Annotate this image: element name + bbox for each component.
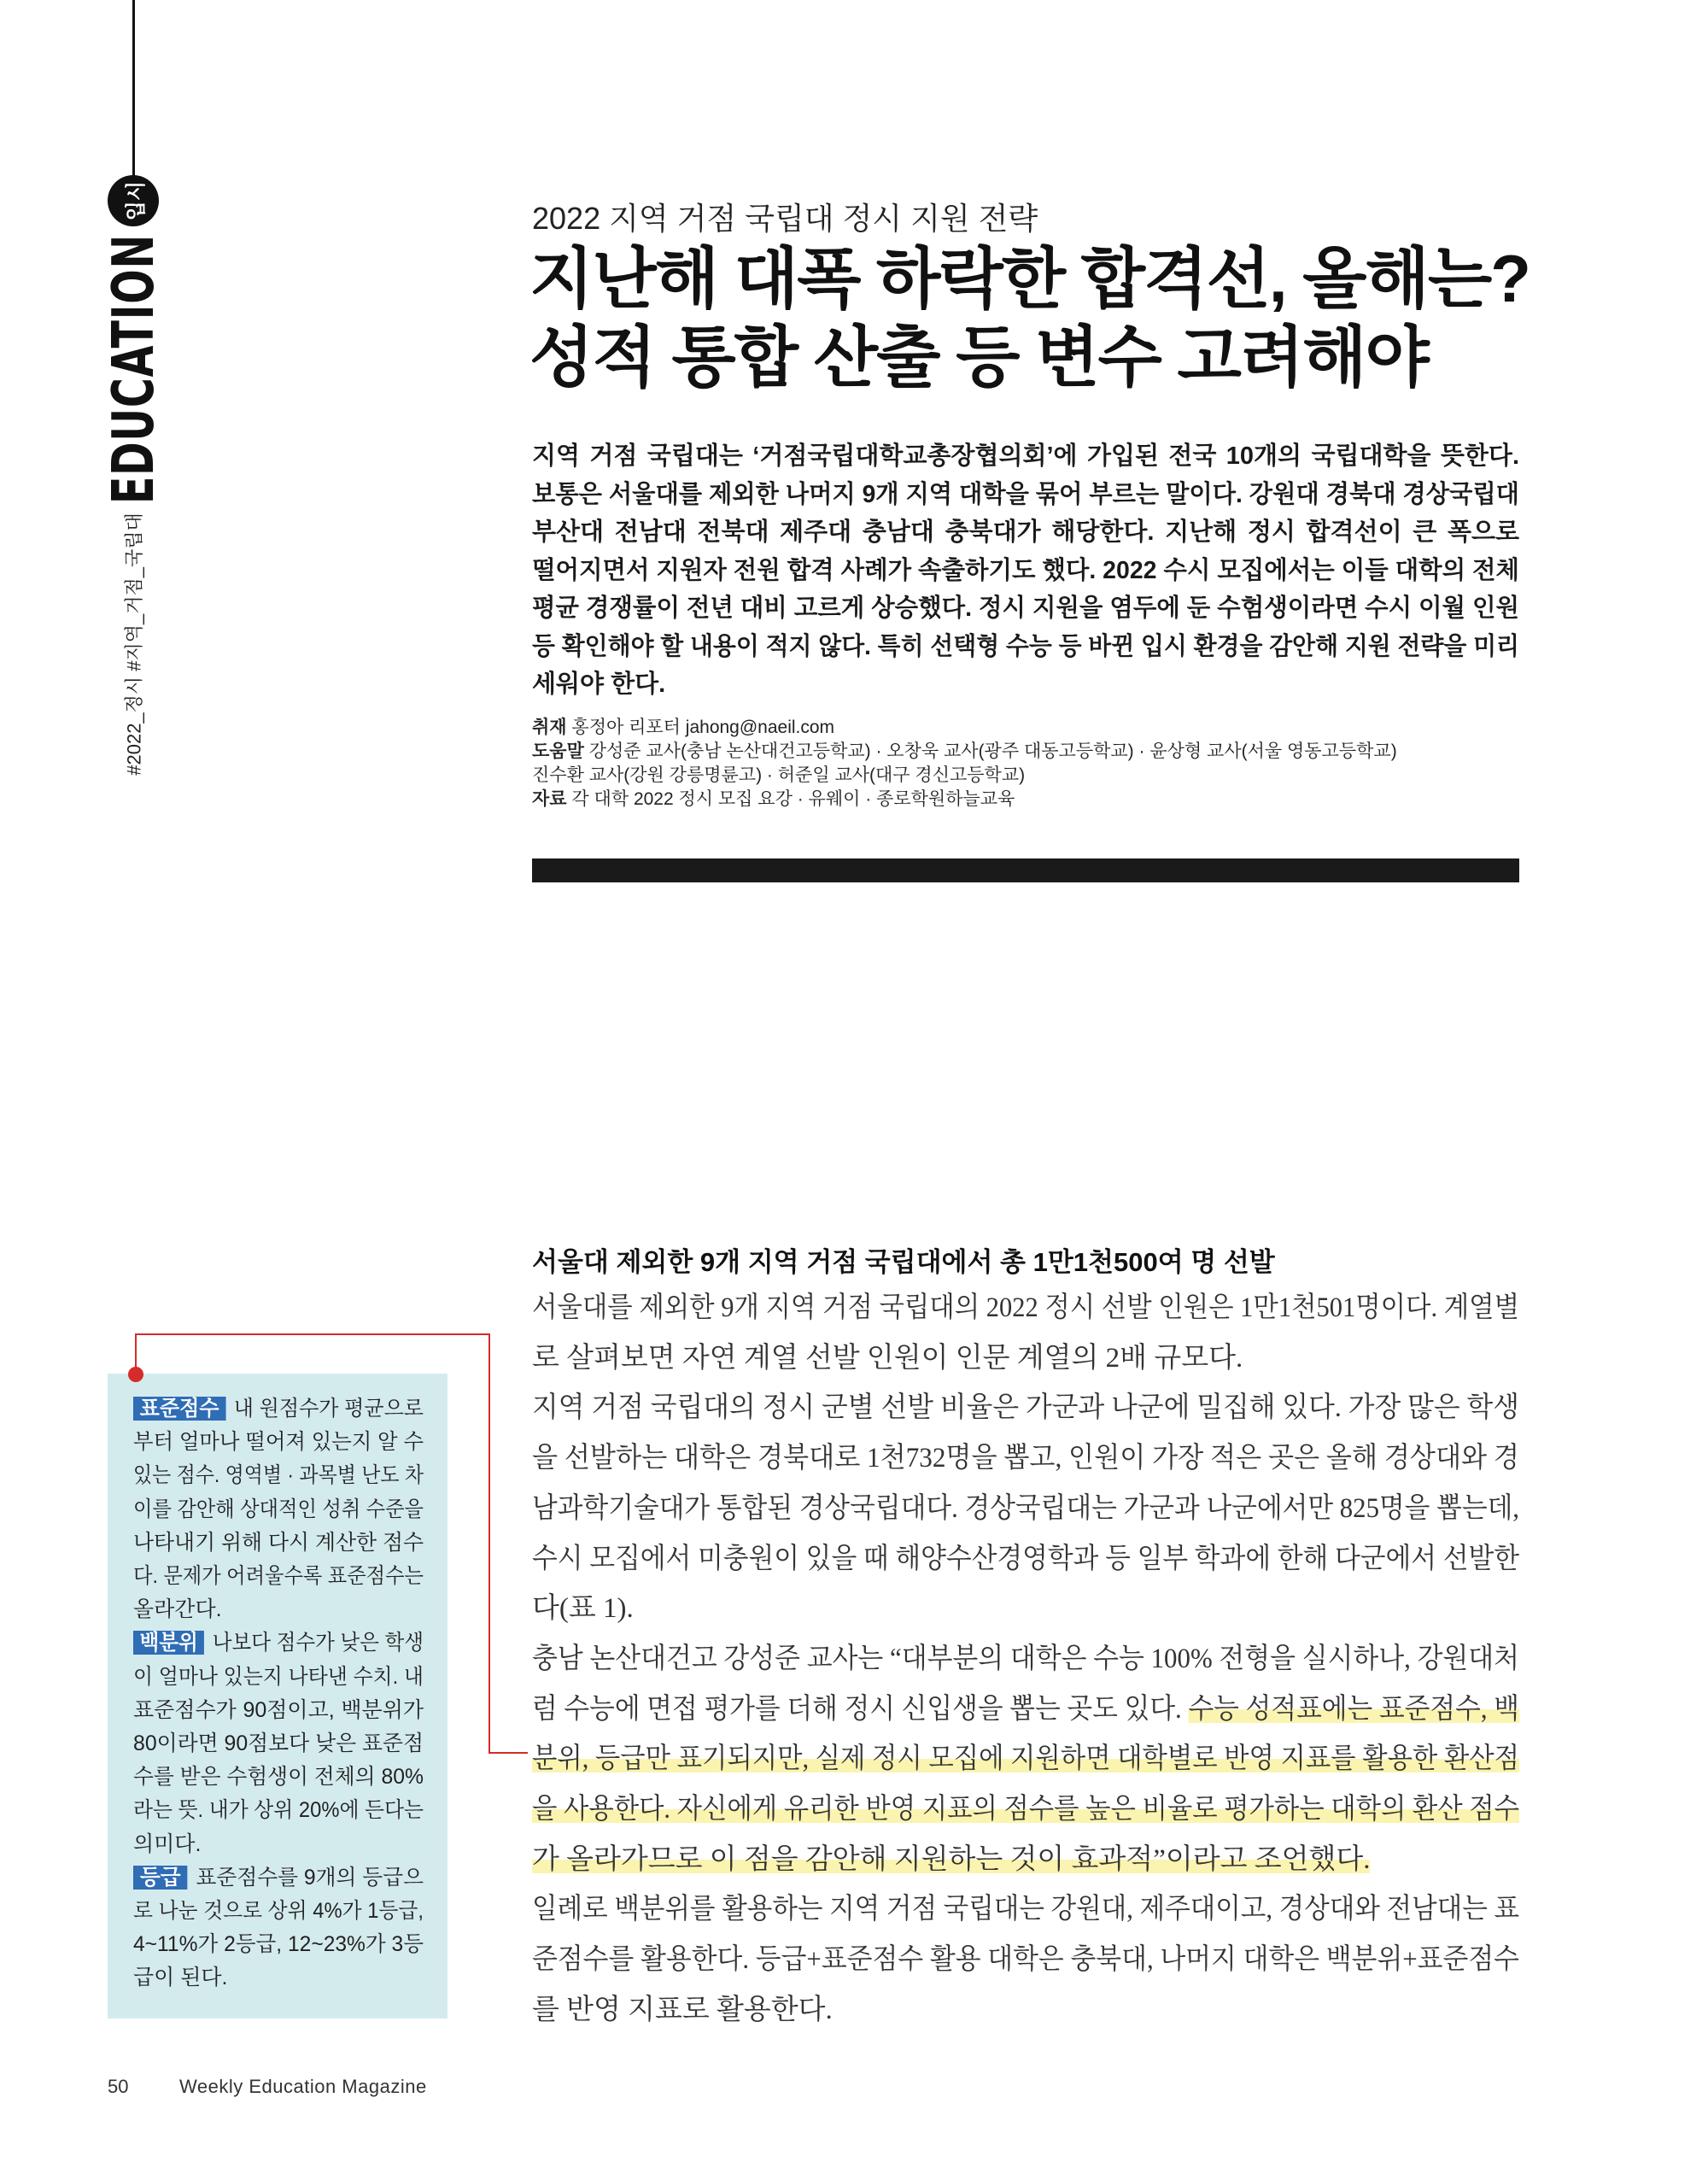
magazine-name: Weekly Education Magazine bbox=[179, 2076, 427, 2097]
section-rule bbox=[132, 0, 135, 179]
glossary-line bbox=[133, 1560, 424, 1593]
glossary-line bbox=[133, 1626, 424, 1660]
text-line bbox=[532, 513, 1519, 552]
line-content bbox=[532, 1935, 1519, 1985]
glossary-definition: 부터 얼마나 떨어져 있는지 알 수 bbox=[133, 1430, 424, 1455]
line-content bbox=[532, 1995, 833, 2025]
line-text: 지역 거점 국립대의 정시 군별 선발 비율은 가군과 나군에 밀집해 있다. 가장 많은 학생 bbox=[532, 1392, 1519, 1424]
glossary-definition: 올라간다. bbox=[133, 1597, 222, 1622]
glossary-definition: 이 얼마나 있는지 나타낸 수치. 내 bbox=[133, 1664, 424, 1689]
glossary-line bbox=[133, 1694, 424, 1727]
line-content bbox=[532, 589, 1519, 628]
text-line bbox=[532, 1985, 1519, 2036]
headline-line: 지난해 대폭 하락한 합격선, 올해는? bbox=[529, 241, 1530, 316]
connector-line bbox=[488, 1752, 528, 1754]
section-label bbox=[99, 204, 167, 534]
category-label: 입시 bbox=[124, 180, 148, 221]
line-text: 준점수를 활용한다. 등급+표준점수 활용 대학은 충북대, 나머지 대학은 백분위+표준점수 bbox=[532, 1944, 1519, 1976]
credit-line bbox=[532, 788, 1519, 812]
credit-label: 취재 bbox=[532, 718, 567, 737]
line-content bbox=[532, 1433, 1519, 1484]
section-label-text: EDUCATION bbox=[99, 233, 167, 505]
glossary-definition: 의미다. bbox=[133, 1831, 202, 1856]
line-content bbox=[133, 1493, 424, 1526]
line-text: 서울대를 제외한 9개 지역 거점 국립대의 2022 정시 선발 인원은 1만1천501명이다. 계열별 bbox=[532, 1292, 1519, 1323]
text-line bbox=[532, 437, 1519, 476]
line-content bbox=[133, 1392, 424, 1426]
text-line bbox=[532, 1935, 1519, 1985]
glossary-definition: 있는 점수. 영역별 · 과목별 난도 차 bbox=[133, 1463, 424, 1488]
line-content bbox=[532, 1484, 1519, 1534]
line-content bbox=[133, 1966, 228, 1989]
credit-line bbox=[532, 716, 1519, 740]
glossary-definition: 급이 된다. bbox=[133, 1966, 228, 1990]
line-content bbox=[532, 1593, 634, 1624]
glossary-definition: 표준점수를 9개의 등급으 bbox=[196, 1865, 424, 1890]
credit-line bbox=[532, 740, 1519, 764]
line-content bbox=[532, 1634, 1519, 1685]
line-content bbox=[532, 519, 1519, 546]
line-content bbox=[133, 1794, 424, 1827]
line-content bbox=[133, 1698, 424, 1722]
text-line bbox=[532, 1734, 1519, 1784]
article-headline bbox=[529, 239, 1537, 396]
text-line bbox=[532, 1433, 1519, 1484]
line-content bbox=[532, 476, 1519, 514]
text-line bbox=[532, 1484, 1519, 1534]
line-content bbox=[133, 1727, 424, 1761]
connector-line bbox=[488, 1333, 490, 1753]
line-content bbox=[532, 718, 834, 737]
line-text: 럼 수능에 면접 평가를 더해 정시 신입생을 뽑는 곳도 있다. bbox=[532, 1693, 1189, 1725]
highlighted-text: 을 사용한다. 자신에게 유리한 반영 지표의 점수를 높은 비율로 평가하는 대학의 환산 점수 bbox=[532, 1794, 1519, 1825]
line-content bbox=[133, 1526, 424, 1560]
text-line bbox=[532, 1283, 1519, 1333]
line-content bbox=[532, 1383, 1519, 1433]
lead-paragraph bbox=[532, 437, 1519, 704]
glossary-definition: 내 원점수가 평균으로 bbox=[233, 1397, 424, 1421]
line-text: 보통은 서울대를 제외한 나머지 9개 지역 대학을 묶어 부르는 말이다. 강원대 경북대 경상국립대 bbox=[532, 480, 1519, 508]
line-text: 수시 모집에서 미충원이 있을 때 해양수산경영학과 등 일부 학과에 한해 다군에서 선발한 bbox=[532, 1543, 1519, 1574]
glossary-line bbox=[133, 1593, 424, 1626]
glossary-line bbox=[133, 1895, 424, 1928]
highlighted-text: 분위, 등급만 표기되지만, 실제 정시 모집에 지원하면 대학별로 반영 지표를 활용한 환산점 bbox=[532, 1743, 1519, 1775]
connector-line bbox=[135, 1333, 489, 1335]
line-text: 부산대 전남대 전북대 제주대 충남대 충북대가 해당한다. 지난해 정시 합격선이 큰 폭으로 bbox=[532, 519, 1519, 546]
glossary-definition: 표준점수가 90점이고, 백분위가 bbox=[133, 1697, 424, 1722]
connector-dot bbox=[128, 1367, 143, 1382]
text-line bbox=[532, 1784, 1519, 1835]
line-content bbox=[532, 1884, 1519, 1935]
highlighted-text: 수능 성적표에는 표준점수, 백 bbox=[1188, 1693, 1519, 1725]
text-line bbox=[532, 552, 1519, 590]
glossary-line bbox=[133, 1426, 424, 1459]
glossary-definition: 80이라면 90점보다 낮은 표준점 bbox=[133, 1731, 424, 1756]
line-content bbox=[532, 765, 1025, 785]
line-content bbox=[532, 552, 1519, 590]
credit-text: 강성준 교사(충남 논산대건고등학교) · 오창욱 교사(광주 대동고등학교) · 윤상형 교사(서울 영동고등학교) bbox=[583, 741, 1397, 761]
text-line bbox=[532, 1685, 1519, 1735]
line-content bbox=[532, 789, 1015, 809]
text-line bbox=[532, 1634, 1519, 1685]
headline-line: 성적 통합 산출 등 변수 고려해야 bbox=[529, 319, 1428, 395]
text-line bbox=[532, 1835, 1519, 1885]
line-content bbox=[133, 1928, 424, 1961]
text-line bbox=[532, 1584, 1519, 1634]
credit-label: 자료 bbox=[532, 789, 567, 809]
line-text: 을 선발하는 대학은 경북대로 1천732명을 뽑고, 인원이 가장 적은 곳은 올해 경상대와 경 bbox=[532, 1443, 1519, 1474]
line-content bbox=[532, 1343, 1243, 1374]
line-content bbox=[133, 1560, 424, 1593]
line-content bbox=[133, 1895, 424, 1928]
line-content bbox=[532, 1734, 1519, 1784]
glossary-line bbox=[133, 1794, 424, 1827]
credit-text: 진수환 교사(강원 강릉명륜고) · 허준일 교사(대구 경신고등학교) bbox=[532, 765, 1026, 785]
line-content bbox=[532, 1844, 1370, 1875]
glossary-definition: 4~11%가 2등급, 12~23%가 3등 bbox=[133, 1932, 424, 1957]
credits bbox=[532, 716, 1519, 812]
line-text: 지역 거점 국립대는 ‘거점국립대학교총장협의회’에 가입된 전국 10개의 국립대학을 뜻한다. bbox=[532, 442, 1519, 470]
text-line bbox=[532, 628, 1519, 666]
line-text: 다(표 1). bbox=[532, 1593, 634, 1625]
text-line bbox=[532, 665, 1519, 704]
glossary-definition: 나보다 점수가 낮은 학생 bbox=[212, 1631, 424, 1655]
line-content bbox=[133, 1597, 222, 1621]
glossary-line bbox=[133, 1459, 424, 1492]
glossary-line bbox=[133, 1392, 424, 1426]
line-content bbox=[133, 1832, 201, 1856]
hashtags: #2022_정시 #지역_거점_국립대 bbox=[123, 513, 145, 776]
line-content bbox=[133, 1426, 424, 1459]
credit-text: 각 대학 2022 정시 모집 요강 · 유웨이 · 종로학원하늘교육 bbox=[566, 789, 1015, 809]
line-text: 충남 논산대건고 강성준 교사는 “대부분의 대학은 수능 100% 전형을 실시하나, 강원대처 bbox=[532, 1643, 1519, 1674]
glossary-definition: 라는 뜻. 내가 상위 20%에 든다는 bbox=[133, 1798, 424, 1823]
divider-bar bbox=[532, 858, 1519, 882]
glossary-line bbox=[133, 1493, 424, 1526]
text-line bbox=[532, 1333, 1519, 1384]
credit-label: 도움말 bbox=[532, 741, 584, 761]
line-text: 를 반영 지표로 활용한다. bbox=[532, 1994, 833, 2025]
line-text: 떨어지면서 지원자 전원 합격 사례가 속출하기도 했다. 2022 수시 모집에서는 이들 대학의 전체 bbox=[532, 556, 1519, 584]
line-content bbox=[532, 1784, 1519, 1835]
line-text: 일례로 백분위를 활용하는 지역 거점 국립대는 강원대, 제주대이고, 경상대와 전남대는 표 bbox=[532, 1894, 1519, 1925]
text-line bbox=[532, 589, 1519, 628]
line-text: 남과학기술대가 통합된 경상국립대다. 경상국립대는 가군과 나군에서만 825명을 뽑는데, bbox=[532, 1492, 1519, 1524]
line-content bbox=[133, 1661, 424, 1694]
text-line bbox=[532, 1383, 1519, 1433]
section-heading: 서울대 제외한 9개 지역 거점 국립대에서 총 1만1천500여 명 선발 bbox=[532, 1247, 1275, 1277]
credit-line bbox=[532, 764, 1519, 788]
glossary-definition: 수를 받은 수험생이 전체의 80% bbox=[133, 1765, 424, 1790]
glossary-line bbox=[133, 1661, 424, 1694]
glossary-line bbox=[133, 1526, 424, 1560]
article-kicker: 2022 지역 거점 국립대 정시 지원 전략 bbox=[532, 201, 1038, 236]
highlighted-text: 가 올라가므로 이 점을 감안해 지원하는 것이 효과적”이라고 조언했다. bbox=[532, 1843, 1371, 1875]
line-content bbox=[532, 671, 665, 698]
glossary-definition: 나타내기 위해 다시 계산한 점수 bbox=[133, 1530, 424, 1555]
glossary-line bbox=[133, 1761, 424, 1794]
glossary-term-badge: 표준점수 bbox=[133, 1397, 225, 1421]
glossary-line bbox=[133, 1861, 424, 1895]
line-content bbox=[532, 1283, 1519, 1333]
line-content bbox=[532, 628, 1519, 666]
text-line bbox=[532, 1534, 1519, 1585]
glossary-line bbox=[133, 1928, 424, 1961]
line-content bbox=[133, 1761, 424, 1794]
line-text: 로 살펴보면 자연 계열 선발 인원이 인문 계열의 2배 규모다. bbox=[532, 1342, 1243, 1374]
line-content bbox=[133, 1861, 424, 1895]
glossary-text bbox=[133, 1392, 424, 1995]
line-content bbox=[532, 1685, 1519, 1735]
glossary-definition: 이를 감안해 상대적인 성취 수준을 bbox=[133, 1497, 424, 1521]
glossary-definition: 로 나눈 것으로 상위 4%가 1등급, bbox=[133, 1899, 424, 1924]
article-body bbox=[532, 1283, 1519, 2036]
glossary-definition: 다. 문제가 어려울수록 표준점수는 bbox=[133, 1564, 424, 1589]
line-content bbox=[133, 1626, 424, 1660]
text-line bbox=[532, 1884, 1519, 1935]
line-content bbox=[532, 1534, 1519, 1585]
line-content bbox=[532, 442, 1519, 470]
line-content bbox=[532, 741, 1397, 761]
line-text: 평균 경쟁률이 전년 대비 고르게 상승했다. 정시 지원을 염두에 둔 수험생이라면 수시 이월 인원 bbox=[532, 595, 1519, 622]
glossary-line bbox=[133, 1961, 424, 1995]
text-line bbox=[532, 476, 1519, 514]
glossary-term-badge: 등급 bbox=[133, 1866, 188, 1890]
glossary-line bbox=[133, 1727, 424, 1761]
glossary-line bbox=[133, 1828, 424, 1861]
glossary-term-badge: 백분위 bbox=[133, 1631, 204, 1655]
page-number: 50 bbox=[108, 2076, 129, 2097]
line-content bbox=[133, 1459, 424, 1492]
line-text: 등 확인해야 할 내용이 적지 않다. 특히 선택형 수능 등 바뀐 입시 환경을 감안해 지원 전략을 미리 bbox=[532, 632, 1519, 660]
line-text: 세워야 한다. bbox=[532, 671, 666, 698]
credit-text: 홍정아 리포터 jahong@naeil.com bbox=[566, 718, 835, 737]
